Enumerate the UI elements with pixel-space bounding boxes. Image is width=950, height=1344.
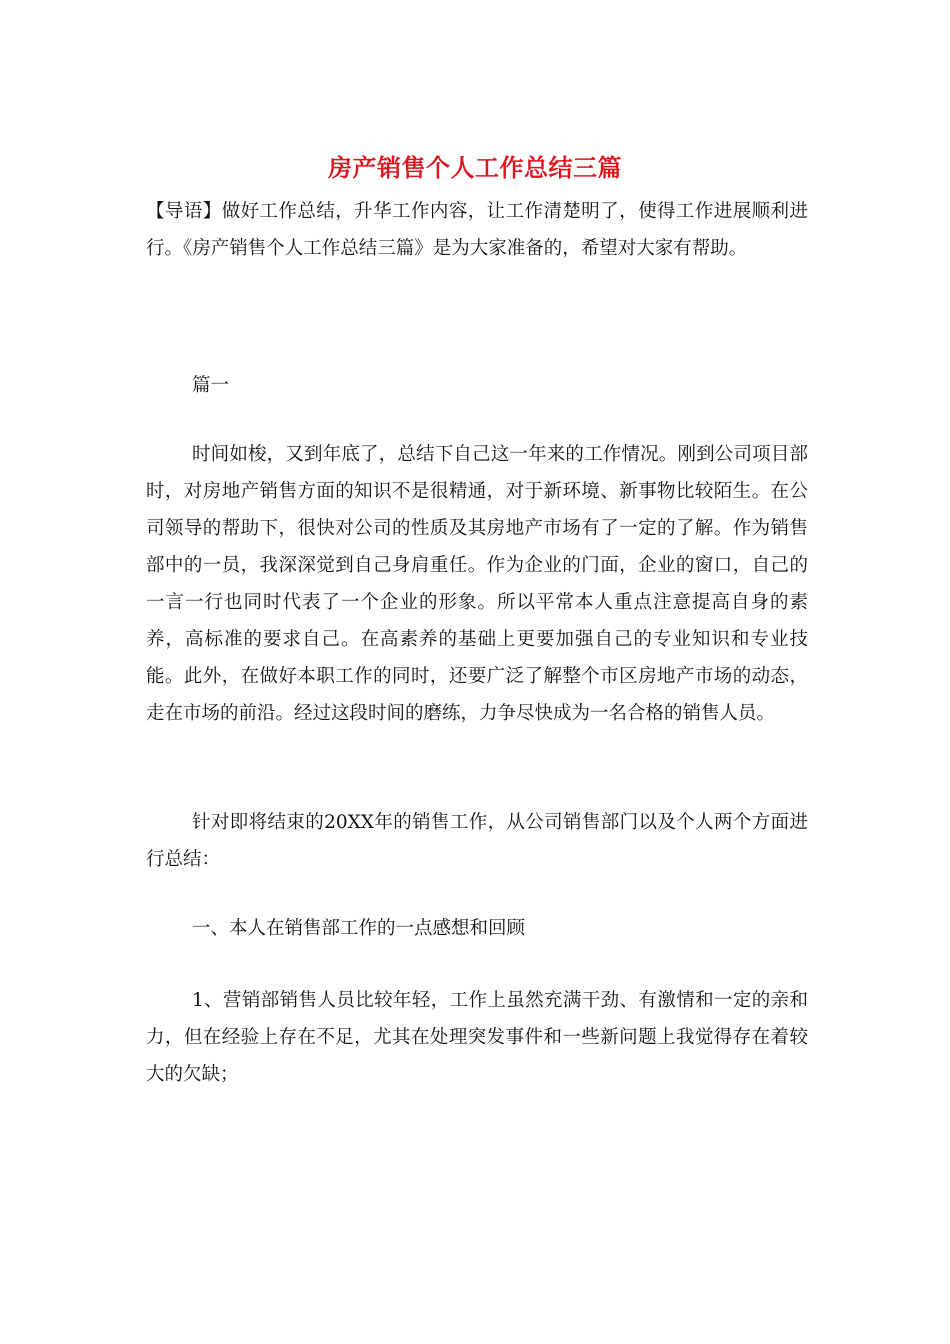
body-paragraph: 时间如梭，又到年底了，总结下自己这一年来的工作情况。刚到公司项目部时，对房地产销售方面的知识不是很精通，对于新环境、新事物比较陌生。在公司领导的帮助下，很快对公司的性质及其房地产市场有了一定的了解。作为销售部中的一员，我深深觉到自己身肩重任。作为企业的门面，企业的窗口，自己的一言一行也同时代表了一个企业的形象。所以平常本人重点注意提高自身的素养，高标准的要求自己。在高素养的基础上更要加强自己的专业知识和专业技能。此外，在做好本职工作的同时，还要广泛了解整个市区房地产市场的动态，走在市场的前沿。经过这段时间的磨练，力争尽快成为一名合格的销售人员。 bbox=[146, 444, 808, 724]
document-title: 房产销售个人工作总结三篇 bbox=[328, 153, 622, 182]
intro-paragraph: 【导语】做好工作总结，升华工作内容，让工作清楚明了，使得工作进展顺利进行。《房产销售个人工作总结三篇》是为大家准备的，希望对大家有帮助。 bbox=[146, 201, 808, 259]
part-heading: 篇一 bbox=[192, 375, 230, 396]
body-paragraph: 针对即将结束的20XX年的销售工作，从公司销售部门以及个人两个方面进行总结： bbox=[146, 812, 808, 870]
section-heading: 一、本人在销售部工作的一点感想和回顾 bbox=[192, 918, 526, 939]
list-item: 1、营销部销售人员比较年轻，工作上虽然充满干劲、有激情和一定的亲和力，但在经验上存在不足，尤其在处理突发事件和一些新问题上我觉得存在着较大的欠缺； bbox=[146, 990, 808, 1085]
